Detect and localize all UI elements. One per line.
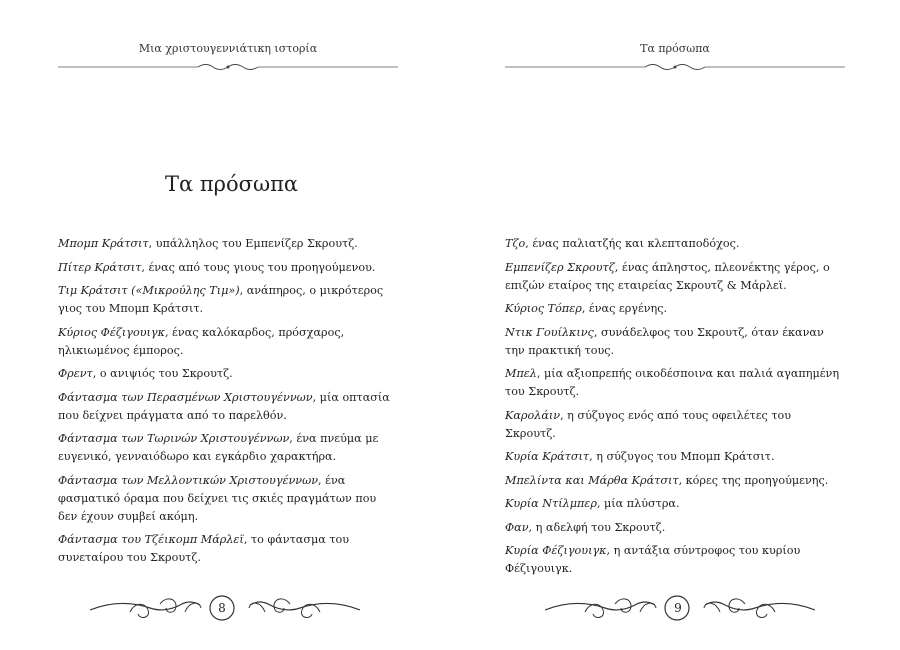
character-entry xyxy=(505,495,843,513)
character-name: Καρολάιν xyxy=(505,408,561,422)
character-description: , ένας άπληστος, πλεονέκτης γέρος, ο επιζών εταίρος της εταιρείας Σκρουτζ & Μάρλεϊ. xyxy=(505,260,830,292)
character-entry xyxy=(58,282,396,318)
character-entry xyxy=(505,259,843,295)
character-entry xyxy=(505,542,843,578)
character-description: , ένας παλιατζής και κλεπταποδόχος. xyxy=(525,237,740,250)
character-name: Φαν xyxy=(505,520,529,534)
character-entry xyxy=(58,235,396,253)
character-description: , μία αξιοπρεπής οικοδέσποινα και παλιά αγαπημένη του Σκρουτζ. xyxy=(505,367,840,398)
character-entry xyxy=(58,365,396,383)
character-entry xyxy=(58,472,396,526)
character-list xyxy=(505,235,843,584)
character-description: , ο ανιψιός του Σκρουτζ. xyxy=(92,367,233,380)
character-entry xyxy=(58,259,396,277)
character-entry xyxy=(505,519,843,537)
character-name: Φάντασμα των Τωρινών Χριστουγέννων xyxy=(58,432,290,445)
character-description: , υπάλληλος του Εμπενίζερ Σκρουτζ. xyxy=(148,237,358,250)
character-name: Κύριος Φέζιγουιγκ xyxy=(58,325,165,339)
character-description: , η αντάξια σύντροφος του κυρίου Φέζιγουιγκ. xyxy=(505,544,801,575)
character-description: , ένας εργένης. xyxy=(581,302,668,315)
character-name: Τζο xyxy=(505,237,526,250)
character-description: , η σύζυγος του Μπομπ Κράτσιτ. xyxy=(589,450,775,463)
character-name: Μπελίντα και Μάρθα Κράτσιτ xyxy=(505,473,679,487)
header-rule-ornament-icon xyxy=(505,60,845,74)
character-entry xyxy=(58,430,396,466)
right-page xyxy=(450,0,900,650)
character-description: , ένα φασματικό όραμα που δείχνει τις σκιές πραγμάτων που δεν έχουν συμβεί ακόμη. xyxy=(58,473,377,523)
page-number: 9 xyxy=(674,601,682,615)
character-entry xyxy=(505,407,843,443)
character-description: , η αδελφή του Σκρουτζ. xyxy=(528,520,666,534)
character-description: , ένα πνεύμα με ευγενικό, γενναιόδωρο και εγκάρδιο χαρακτήρα. xyxy=(58,432,379,463)
character-entry xyxy=(505,448,843,466)
character-list xyxy=(58,235,396,573)
character-description: , μία οπτασία που δείχνει πράγματα από το παρελθόν. xyxy=(58,390,390,422)
character-name: Φάντασμα των Περασμένων Χριστουγέννων xyxy=(58,390,313,404)
character-entry xyxy=(58,531,396,567)
running-head: Τα πρόσωπα xyxy=(640,42,710,55)
character-name: Εμπενίζερ Σκρουτζ xyxy=(505,260,615,274)
character-description: , ένας από τους γιους του προηγούμενου. xyxy=(141,260,376,274)
page-number: 8 xyxy=(218,601,226,615)
character-description: , μία πλύστρα. xyxy=(596,497,680,510)
character-name: Κυρία Κράτσιτ xyxy=(505,450,590,463)
character-entry xyxy=(58,389,396,425)
character-name: Κύριος Τόπερ xyxy=(505,302,582,315)
character-name: Κυρία Ντίλμπερ xyxy=(505,497,597,510)
character-description: , η σύζυγος ενός από τους οφειλέτες του Σκρουτζ. xyxy=(505,408,792,440)
character-description: , κόρες της προηγούμενης. xyxy=(678,473,829,487)
header-rule-ornament-icon xyxy=(58,60,398,74)
character-entry xyxy=(505,324,843,360)
character-name: Μπομπ Κράτσιτ xyxy=(58,237,149,250)
character-name: Φάντασμα των Μελλοντικών Χριστουγέννων xyxy=(58,473,319,487)
chapter-title: Τα πρόσωπα xyxy=(165,172,299,196)
character-name: Τιμ Κράτσιτ («Μικρούλης Τιμ») xyxy=(58,284,240,297)
character-entry xyxy=(505,235,843,253)
character-name: Κυρία Φέζιγουιγκ xyxy=(505,544,607,557)
character-name: Φρεντ xyxy=(58,367,93,380)
character-entry xyxy=(505,365,843,401)
character-name: Φάντασμα του Τζέικομπ Μάρλεϊ xyxy=(58,533,244,546)
character-entry xyxy=(505,472,843,490)
character-entry xyxy=(58,324,396,360)
character-description: , συνάδελφος του Σκρουτζ, όταν έκαναν την πρακτική τους. xyxy=(505,325,824,357)
character-description: , ανάπηρος, ο μικρότερος γιος του Μπομπ Κράτσιτ. xyxy=(58,284,384,315)
character-name: Πίτερ Κράτσιτ xyxy=(58,260,142,274)
running-head: Μια χριστουγεννιάτικη ιστορία xyxy=(138,42,318,55)
character-name: Μπελ xyxy=(505,367,537,380)
character-description: , το φάντασμα του συνεταίρου του Σκρουτζ. xyxy=(58,533,350,564)
character-name: Ντικ Γουίλκινς xyxy=(505,325,594,339)
character-description: , ένας καλόκαρδος, πρόσχαρος, ηλικιωμένος έμπορος. xyxy=(58,325,345,357)
character-entry xyxy=(505,300,843,318)
